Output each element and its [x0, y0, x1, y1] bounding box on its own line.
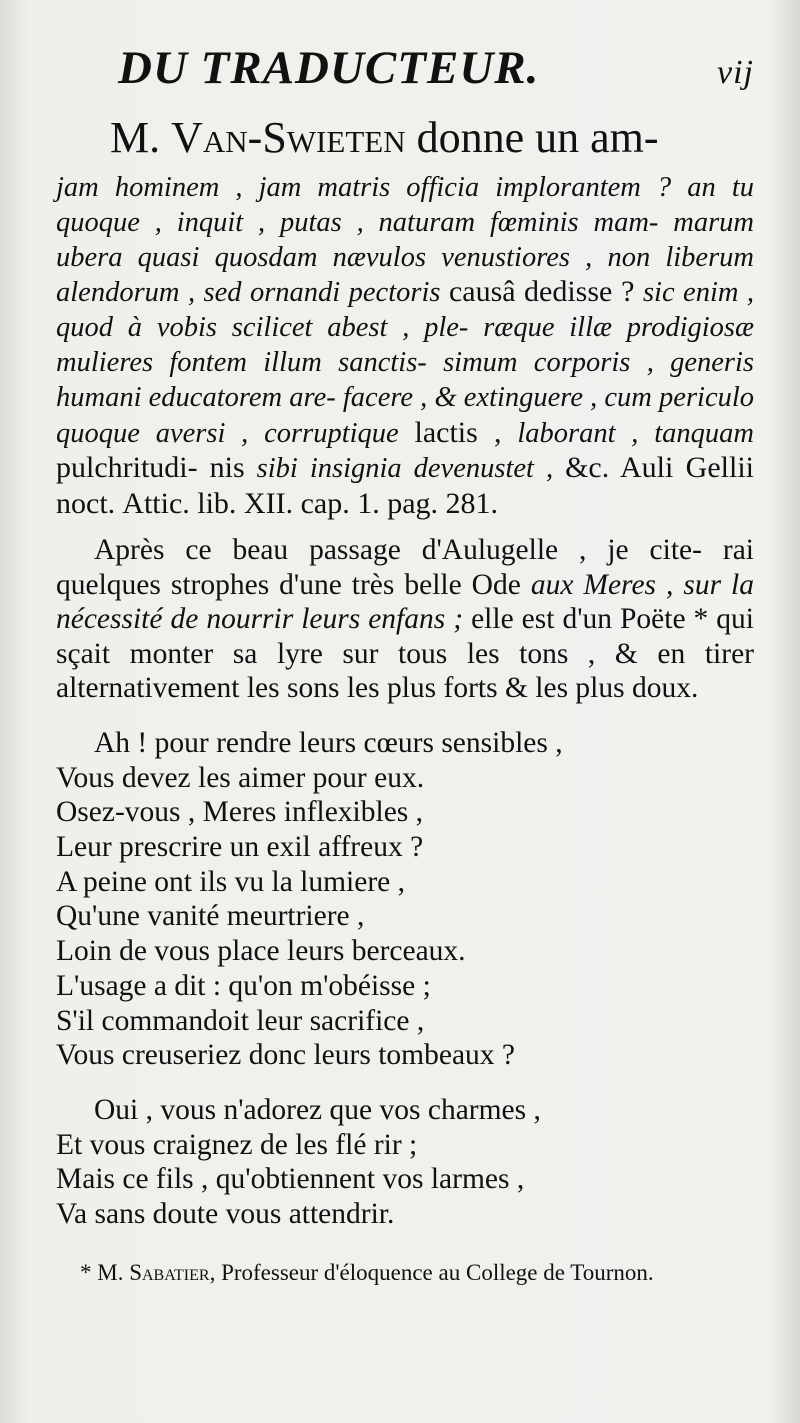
- latin-line: marum ubera quasi quosdam nævulos venustiores ,: [56, 206, 754, 273]
- opening-rest: donne un am-: [416, 113, 659, 162]
- page-number: vij: [717, 54, 754, 91]
- verse-line: Loin de vous place leurs berceaux.: [56, 935, 466, 968]
- prose-text: elle est d'un Poëte * qui sçait monter sa lyre sur tous les tons , & en tirer alternativement les sons les plus forts & les plus doux.: [56, 603, 755, 705]
- latin-roman: causâ: [448, 275, 516, 309]
- footnote: [56, 1258, 754, 1287]
- verse-line: A peine ont ils vu la lumiere ,: [56, 865, 406, 898]
- latin-line: corruptique: [264, 417, 399, 449]
- footnote-mark: * M.: [80, 1259, 124, 1285]
- footnote-name: Sabatier: [129, 1259, 210, 1285]
- prose-italic-title: aux Meres , sur la nécessité de nourrir leurs enfans ;: [56, 568, 754, 636]
- verse-line: Mais ce fils , qu'obtiennent vos larmes ,: [56, 1163, 525, 1196]
- latin-line: ræque illæ prodigiosæ mulieres fontem illum sanctis-: [56, 312, 755, 378]
- verse-line: Oui , vous n'adorez que vos charmes ,: [94, 1093, 541, 1126]
- opening-initial: M.: [110, 113, 161, 162]
- latin-roman: nis: [209, 451, 245, 485]
- prose-text: Après ce beau passage d'Aulugelle , je cite-: [94, 533, 702, 566]
- latin-line: tu quoque , inquit , putas , naturam fœminis mam-: [56, 172, 754, 238]
- latin-line: simum corporis , generis humani educatorem are-: [56, 346, 755, 413]
- verse-line: Et vous craignez de les flé rir ;: [56, 1128, 418, 1161]
- latin-roman: dedisse ?: [524, 275, 635, 309]
- latin-citation: &c. Auli Gellii noct.: [56, 451, 754, 521]
- verse-line: Vous devez les aimer pour eux.: [56, 761, 425, 794]
- latin-line: sic enim , quod à vobis scilicet abest , ple-: [56, 277, 755, 344]
- opening-line: [56, 111, 754, 165]
- poem-stanza-1: [56, 726, 754, 1073]
- poem-stanza-2: [56, 1093, 754, 1232]
- latin-roman: lactis ,: [414, 415, 502, 449]
- verse-line: Ah ! pour rendre leurs cœurs sensibles ,: [94, 726, 563, 759]
- verse-line: Osez-vous , Meres inflexibles ,: [56, 796, 424, 829]
- latin-quotation: [56, 171, 754, 523]
- running-title: DU TRADUCTEUR.: [118, 42, 540, 94]
- footnote-text: , Professeur d'éloquence au College de Tournon.: [209, 1259, 654, 1285]
- latin-line: sibi insignia devenustet ,: [256, 453, 554, 485]
- latin-line: facere , & extinguere , cum periculo quoque aversi ,: [56, 381, 755, 449]
- prose-text: rai quelques strophes d'une très belle Ode: [56, 533, 755, 601]
- latin-line: jam hominem , jam matris officia implorantem ? an: [56, 172, 716, 203]
- opening-name: Van-Swieten: [171, 113, 406, 162]
- latin-line: non liberum alendorum , sed ornandi pectoris: [56, 241, 755, 309]
- latin-citation: Attic. lib. XII. cap. 1. pag. 281.: [122, 487, 499, 521]
- verse-line: Leur prescrire un exil affreux ?: [56, 831, 424, 864]
- verse-line: L'usage a dit : qu'on m'obéisse ;: [56, 969, 431, 1002]
- verse-line: Vous creuseriez donc leurs tombeaux ?: [56, 1039, 516, 1072]
- latin-line: laborant , tanquam: [517, 417, 754, 449]
- latin-roman: pulchritudi-: [56, 451, 198, 485]
- verse-line: Va sans doute vous attendrir.: [56, 1198, 395, 1231]
- prose-paragraph: [56, 533, 754, 706]
- verse-line: S'il commandoit leur sacrifice ,: [56, 1004, 425, 1037]
- running-header: [56, 40, 754, 101]
- verse-line: Qu'une vanité meurtriere ,: [56, 900, 365, 933]
